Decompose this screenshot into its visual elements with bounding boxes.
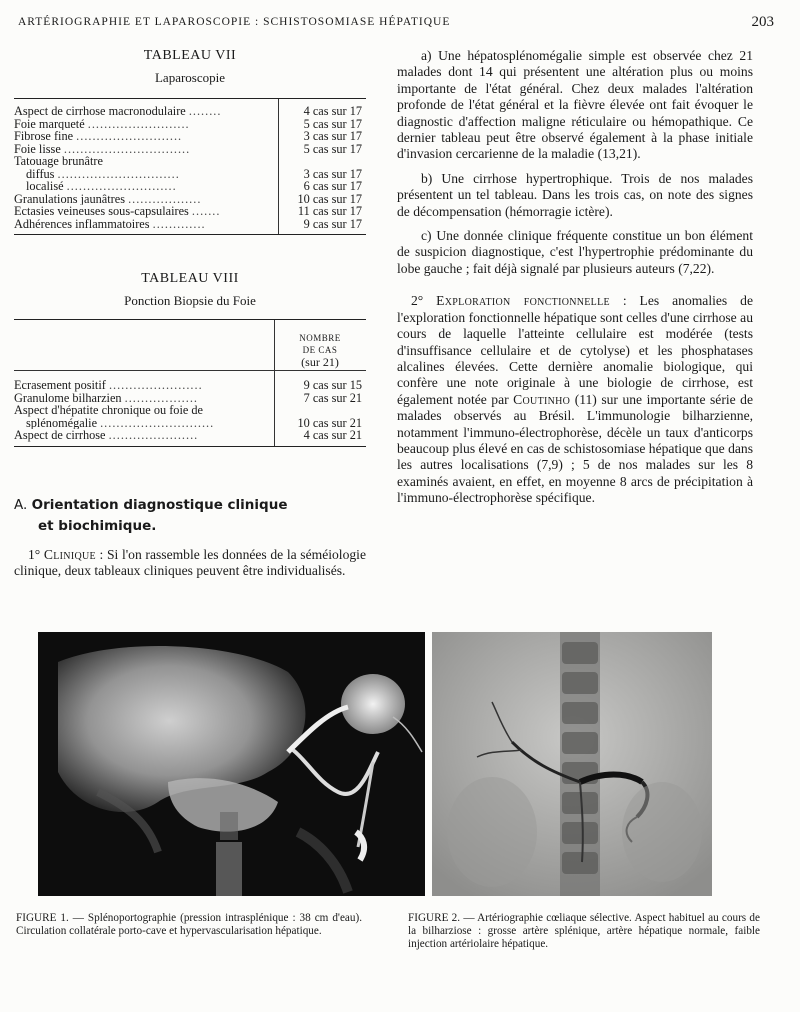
table8-row-leader-dots: .................. bbox=[124, 391, 198, 404]
table8-row-leader-dots: ...................... bbox=[108, 429, 199, 442]
exploration-lead: 2° bbox=[411, 293, 437, 309]
table7-row-label: Foie marqueté bbox=[14, 117, 85, 130]
table8 bbox=[14, 319, 366, 447]
table7-row-label: Tatouage brunâtre bbox=[14, 155, 103, 168]
section-heading-line2: et biochimique. bbox=[38, 517, 157, 534]
table7-row-label-cell bbox=[14, 205, 266, 218]
table7-row-label-cell bbox=[14, 155, 266, 168]
table8-row-value: 10 cas sur 21 bbox=[297, 415, 362, 430]
running-header: ARTÉRIOGRAPHIE ET LAPAROSCOPIE : SCHISTOSOMIASE HÉPATIQUE bbox=[18, 16, 451, 28]
figure2-caption: FIGURE 2. — Artériographie cœliaque sélective. Aspect habituel au cours de la bilharziose : grosse artère splénique, artère hépatique normale, faible injection artériolaire hépatique. bbox=[408, 912, 760, 950]
table8-row-label: Aspect de cirrhose bbox=[14, 429, 106, 442]
figure1-caption: FIGURE 1. — Splénoportographie (pression intrasplénique : 38 cm d'eau). Circulation collatérale porto-cave et hypervascularisation hépatique. bbox=[16, 912, 362, 937]
table8-header-line2: DE CAS bbox=[302, 345, 338, 355]
table7-row bbox=[14, 180, 366, 193]
section-heading bbox=[14, 495, 366, 537]
table7-row-leader-dots: .............................. bbox=[57, 167, 180, 180]
table8-column-header bbox=[274, 332, 366, 368]
table7-row-leader-dots: ........ bbox=[188, 105, 222, 118]
table8-row-value bbox=[266, 404, 362, 417]
table7-row-value: 5 cas sur 17 bbox=[303, 141, 362, 156]
table7-row-leader-dots: ............................... bbox=[63, 142, 191, 155]
table8-row bbox=[14, 379, 366, 392]
clinique-heading: Clinique bbox=[43, 546, 96, 562]
table7-row bbox=[14, 105, 366, 118]
table7-row-value: 5 cas sur 17 bbox=[303, 116, 362, 131]
table7-row-value: 4 cas sur 17 bbox=[303, 104, 362, 118]
table7-row-leader-dots: ........................... bbox=[66, 180, 177, 193]
table7-rows bbox=[14, 99, 366, 234]
table7-row bbox=[14, 143, 366, 156]
table7-divider bbox=[278, 99, 279, 234]
table7-row bbox=[14, 218, 366, 231]
section-heading-line1: Orientation diagnostique clinique bbox=[31, 496, 288, 513]
table8-header-line3: (sur 21) bbox=[301, 355, 339, 369]
author-name: Coutinho bbox=[513, 391, 571, 407]
right-column bbox=[397, 48, 753, 507]
table7-row-label: Adhérences inflammatoires bbox=[14, 217, 150, 230]
table8-title: TABLEAU VIII bbox=[141, 271, 239, 286]
table8-header bbox=[14, 320, 366, 371]
table7-row-leader-dots: ............. bbox=[152, 217, 206, 230]
table7-row-label-cell bbox=[14, 168, 266, 181]
table7-row-label-cell bbox=[14, 118, 266, 131]
page-number: 203 bbox=[751, 14, 774, 30]
table8-row-value: 4 cas sur 21 bbox=[303, 428, 362, 442]
table8-rows bbox=[14, 371, 366, 446]
table7-row-label: Foie lisse bbox=[14, 142, 61, 155]
table7-row-label: Fibrose fine bbox=[14, 130, 74, 143]
table7-row-label-cell bbox=[14, 218, 266, 231]
table8-row-label-cell bbox=[14, 417, 266, 430]
figure2-radiograph bbox=[432, 632, 712, 896]
clinique-text: : Si l'on rassemble les données de la séméiologie clinique, deux tableaux cliniques peuvent être individualisés. bbox=[14, 546, 366, 578]
table7-row-value: 10 cas sur 17 bbox=[297, 191, 362, 206]
table8-row-label-cell bbox=[14, 379, 266, 392]
table7-row-leader-dots: .......................... bbox=[76, 130, 183, 143]
table8-row-label-cell bbox=[14, 429, 266, 442]
table7-row-label: localisé bbox=[26, 180, 64, 193]
table7-row bbox=[14, 130, 366, 143]
table8-header-line1: NOMBRE bbox=[299, 333, 341, 343]
table7-row-value: 11 cas sur 17 bbox=[297, 204, 362, 218]
table8-subtitle: Ponction Biopsie du Foie bbox=[124, 293, 256, 308]
exploration-heading: Exploration fonctionnelle bbox=[436, 293, 610, 309]
figure2-image bbox=[432, 632, 712, 896]
table7-row-label: Ectasies veineuses sous-capsulaires bbox=[14, 205, 189, 218]
table7-row-value: 6 cas sur 17 bbox=[303, 179, 362, 193]
table8-row-label: splénomégalie bbox=[26, 416, 98, 429]
clinique-lead: 1° bbox=[28, 546, 44, 562]
table7-row-leader-dots: ......................... bbox=[87, 117, 190, 130]
table8-row-value: 7 cas sur 21 bbox=[303, 390, 362, 405]
table8-row bbox=[14, 392, 366, 405]
paragraph-c: c) Une donnée clinique fréquente constitue un bon élément de suspicion diagnostique, c'est l'hypertrophie prédominante du lobe gauche ; fait déjà signalé par plusieurs auteurs (7,22). bbox=[397, 228, 753, 276]
table8-row-label: Ecrasement positif bbox=[14, 379, 106, 392]
table7-row-label-cell bbox=[14, 180, 266, 193]
table8-row-value: 9 cas sur 15 bbox=[303, 378, 362, 392]
table7-row-leader-dots: .................. bbox=[128, 192, 202, 205]
exploration-text-2: (11) sur une importante série de malades observés au Brésil. L'immunologie bilharzienne, notamment l'immuno-électrophorèse, décèle un taux d'anticorps beaucoup plus élevé en cas de schistosomiase hépatique que dans les autres localisations (7,9) ; 5 de nos malades sur les 8 examinés avaient, en effet, en moyenne 8 arcs de précipitation à l'immuno-électrophorèse spécifique. bbox=[397, 391, 753, 506]
paragraph-a: a) Une hépatosplénomégalie simple est observée chez 21 malades dont 14 qui présentent une altération plus ou moins importante de l'état général. Chez deux malades l'altération profonde de l'état général et la fièvre élevée ont fait évoquer le diagnostic d'affection maligne réticulaire ou hémopathique. Ce dernier tableau peut être observé également à la phase initiale d'invasion cercarienne de la maladie (13,21). bbox=[397, 48, 753, 162]
table7-row-value bbox=[266, 155, 362, 168]
table8-row bbox=[14, 429, 366, 442]
table7-row-value: 9 cas sur 17 bbox=[303, 216, 362, 231]
table7-row-label: diffus bbox=[26, 167, 55, 180]
table7-row-value: 3 cas sur 17 bbox=[303, 166, 362, 181]
table7-row bbox=[14, 155, 366, 168]
paragraph-b: b) Une cirrhose hypertrophique. Trois de nos malades présentent un tel tableau. Dans les trois cas, on note des signes de décompensation (hémorragie ictère). bbox=[397, 170, 753, 219]
table8-row-label-cell bbox=[14, 404, 266, 417]
table8-row-leader-dots: ............................ bbox=[100, 416, 215, 429]
exploration-text-1: : Les anomalies de l'exploration fonctionnelle hépatique sont celles d'une cirrhose au cours de laquelle l'atteinte cellulaire est modérée (tests d'insuffisance cellulaire et de cytolyse) et les phosphatases alcalines élevées. Cette dernière anomalie biologique, qui confère une note originale à une biologie de cirrhose, est également notée par bbox=[397, 293, 753, 407]
paragraph-exploration bbox=[397, 293, 753, 506]
clinique-paragraph bbox=[14, 547, 366, 580]
table8-row-label-cell bbox=[14, 392, 266, 405]
table7-row-label-cell bbox=[14, 193, 266, 206]
table7-row-value: 3 cas sur 17 bbox=[303, 129, 362, 143]
table8-row-label: Granulome bilharzien bbox=[14, 391, 122, 404]
figure1-radiograph bbox=[38, 632, 425, 896]
table7-row-label-cell bbox=[14, 130, 266, 143]
table7-row-label-cell bbox=[14, 143, 266, 156]
figure1-image bbox=[38, 632, 425, 896]
table7-row-label: Aspect de cirrhose macronodulaire bbox=[14, 105, 186, 118]
table7-title: TABLEAU VII bbox=[143, 48, 237, 63]
table8-row bbox=[14, 404, 366, 417]
section-letter: A. bbox=[14, 496, 28, 513]
table8-row-leader-dots: ....................... bbox=[108, 379, 203, 392]
left-column bbox=[14, 48, 366, 593]
table8-row-label: Aspect d'hépatite chronique ou foie de bbox=[14, 404, 203, 417]
table7 bbox=[14, 98, 366, 235]
table7-row-leader-dots: ....... bbox=[191, 205, 221, 218]
table7-row-label-cell bbox=[14, 105, 266, 118]
table7-row bbox=[14, 205, 366, 218]
table7-subtitle: Laparoscopie bbox=[154, 70, 226, 85]
table7-row-label: Granulations jaunâtres bbox=[14, 192, 125, 205]
